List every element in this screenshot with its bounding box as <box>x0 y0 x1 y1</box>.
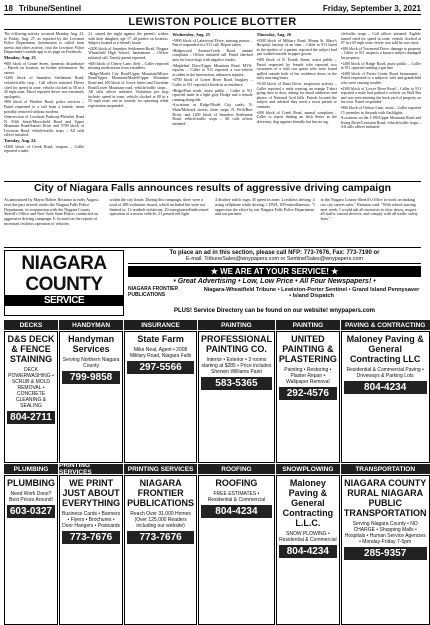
website-note: PLUS! Service Directory can be found on our website! wnypapers.com <box>173 308 376 314</box>
directory-ad <box>198 331 275 463</box>
directory-ad <box>4 475 58 625</box>
ad-phone: 804-4234 <box>201 505 272 518</box>
category-header: DECKS <box>4 320 58 330</box>
blotter-entry: •400 block of Cherry Lane, theft – Caller reported missing medications from a mailbox. <box>88 61 169 71</box>
category-header: SNOWPLOWING <box>276 464 340 474</box>
ad-business-name: NIAGARA COUNTY RURAL NIAGARA PUBLIC TRANSPORTATION <box>343 478 427 518</box>
ad-phone: 292-4576 <box>279 387 337 400</box>
ad-phone: 603-0327 <box>7 505 55 518</box>
directory-name-line: COUNTY <box>25 274 103 295</box>
ad-business-name: WE PRINT JUST ABOUT EVERYTHING <box>62 478 121 508</box>
ad-business-name: PROFESSIONAL PAINTING CO. <box>201 334 273 354</box>
blotter-entry: •800 block of Pletcher Road, police services – Patrol requested to a call from a female; items possibly removed without incident. <box>4 100 85 114</box>
directory-ad <box>4 331 58 463</box>
category-header: ROOFING <box>198 464 275 474</box>
blotter-entry: •4700 block of Lower River Road, burglary – Caller to 911 reported a break-in at residence. <box>172 78 253 87</box>
blotter-entry: •300 block of Townsend Drive, damage to property – Caller to 911 suspects a known subject damaged his property. <box>340 46 422 60</box>
directory-ad <box>124 475 197 625</box>
ad-business-name: UNITED PAINTING & PLASTERING <box>278 334 337 364</box>
category-header: PAVING & CONTRACTING <box>341 320 430 330</box>
ad-phone: 804-2711 <box>7 411 55 424</box>
service-tagline: • Great Advertising • Low, Low Price • All Four Newspapers! • <box>173 278 376 285</box>
directory-ad <box>198 475 275 625</box>
ad-phone: 773-7676 <box>127 531 194 544</box>
blotter-date: Thursday, Aug. 26 <box>256 32 292 37</box>
category-header: PRINTING SERVICES <box>59 464 123 474</box>
blotter-entry: •Ridge/Butt roads, assist public – Caller to 911 reported male in a light gray Dodge and a female running alongside. <box>172 88 253 102</box>
blotter-entry: 21, stayed the night against the parent's wishes with their daughter, age 17, all parties on location. Subject located at a friend's house. <box>88 32 169 46</box>
directory-ad <box>276 475 340 625</box>
story-headline: City of Niagara Falls announces results of aggressive driving campaign <box>33 182 392 194</box>
story-body <box>4 198 421 246</box>
paper-name: Tribune/Sentinel <box>18 4 82 13</box>
blotter-col-4 <box>257 32 337 180</box>
blotter-date: Monday, Aug. 23 <box>4 54 36 60</box>
blotter-col-2 <box>88 32 168 180</box>
story-col-3: 4 disobey traffic sign; 45 speed in zone; 2 reckless driving; 4 using cellphone while driving; 1 DWI; 109 miscellaneous. "I appreciate the effort by our Niagara Falls Police Department and our partners <box>215 197 315 217</box>
blotter-col-5 <box>341 32 421 180</box>
category-header: INSURANCE <box>124 320 197 330</box>
category-header: PLUMBING <box>4 464 58 474</box>
blotter-col-1 <box>4 32 84 180</box>
ad-phone: 799-9858 <box>62 371 120 384</box>
ad-details: Need Work Done? Best Prices Around! <box>9 491 53 503</box>
blotter-entry: •2200 block of Saunders Settlement Road, Niagara Wheatfield High School, harassment – Officer initiated call. Unruly parent reported. <box>88 46 169 60</box>
directory-ad <box>59 331 123 463</box>
blotter-entry: The following activity occurred Monday, Aug. 23, to Friday, Aug. 27, as reported by the Lewiston Police Department. Information is culled from arrests and other activity, visit the Lewiston Police Department's mobile app or its page on Facebook. <box>4 32 85 55</box>
ad-details: SNOW PLOWING • Residential & Commercial <box>279 531 337 543</box>
blotter-entry: •2200 block of Saunders Settlement Road, vehicle/traffic stop – Call officer initiated. Driver cited for speed in zone, vehicle clocked at 58 in a 45 mph zone. Patrol reported driver was extremely apologetic. <box>4 76 85 99</box>
category-header: HANDYMAN <box>59 320 123 330</box>
blotter-entry: •Mapleleaf Drive/Upper Mountain Road, MVA-injuries – Caller to 911 reported a two-vehicle accident in the intersection, unknown injuries. <box>172 63 253 77</box>
blotter-entry: •4300 block of Creek Road, trespass – Caller reported a male, <box>4 144 85 154</box>
ad-business-name: D&S DECK & FENCE STAINING <box>7 334 55 364</box>
blotter-entry: •200 block of Creek Road, animal complaint – Caller to report finding an Irish Setter in the driveway; dog appears friendly but has no tag. <box>256 110 337 124</box>
directory-name-line: NIAGARA <box>21 253 107 274</box>
blotter-entry: •Ridgewood Avenue/Creek Road, animal complaint – Officer initiated call. Patrol checked area for loose dogs with negative results. <box>172 48 253 62</box>
directory-info <box>128 250 421 316</box>
ad-email: E-mail: TribuneSales@wnypapers.com or SentinelSales@wnypapers.com <box>128 256 421 264</box>
ad-details: Business Cards • Banners • Flyers • Brochures • Door Hangers • Postcards <box>62 511 121 529</box>
directory-logo <box>4 250 124 316</box>
directory-ad <box>276 331 340 463</box>
blotter-date: Wednesday, Aug. 25 <box>172 32 210 37</box>
blotter-entry: •1400 block of Ridge Road, assist public – Caller to 911 reported striking a gas line. <box>340 61 422 71</box>
story-col-4: in the Niagara County Sheriff's Office to work on making our city streets safer," Restaino said. "With school starting next week, I would ask all motorists to slow down, respect all traffic control devices, and comply with all traffic safety laws." <box>320 197 418 222</box>
ad-details: Serving Niagara County • NO CHARGE • Shopping Malls • Hospitals • Human Service Agencies • Monday-Friday 7-5pm <box>344 521 426 545</box>
ad-business-name: Maloney Paving & General Contracting LLC <box>346 334 424 364</box>
category-header: PRINTING SERVICES <box>124 464 197 474</box>
directory-grid <box>4 320 427 622</box>
blotter-entry: •4300 block of Lower River Road – Caller to 911 reported a male had parked a vehicle on Wall Bar and was seen entering the back yard of property on his own. Patrol responded. <box>340 86 422 105</box>
ad-phone: 804-4234 <box>279 545 337 558</box>
ad-details: Painting • Restoring • Plaster Repair • Wallpaper Removal <box>284 367 332 385</box>
ad-phone: 297-5566 <box>127 361 194 374</box>
issue-date: Friday, September 3, 2021 <box>322 4 421 13</box>
blotter-entry: •300 block of N. Fourth Street, assist public – Patrol requested by female who reported two customers of a chili con queso who were found spilled outside both of her residence doors in the early morning hours. <box>256 57 337 81</box>
publisher-name: NIAGARA FRONTIER PUBLICATIONS <box>128 286 179 298</box>
ad-business-name: ROOFING <box>215 478 258 488</box>
ad-contact: To place an ad in this section, please call NFP: 773-7676, Fax: 773-7190 or <box>169 250 380 256</box>
ad-business-name: Maloney Paving & General Contracting L.L.C. <box>282 478 334 528</box>
ad-business-name: NIAGARA FRONTIER PUBLICATIONS <box>127 478 195 508</box>
ad-phone: 773-7676 <box>62 531 120 544</box>
ad-details: Residential & Commercial Paving • Driveways & Parking Lots <box>346 367 424 379</box>
ad-business-name: PLUMBING <box>7 478 55 488</box>
blotter-title: LEWISTON POLICE BLOTTER <box>4 16 421 30</box>
blotter-entry: •5100 block of Dana Drive, suspicious activity – Caller reported a male wearing an orange T-shirt going door to door, asking for email addresses and photos of National Grid bills. Patrols located the subject and advised they need a town permit to continue. <box>256 81 337 109</box>
ad-details: DECK POWERWASHING • SCRUB & MOLD REMOVAL • CONCRETE CLEANING & SEALING <box>8 367 54 409</box>
ad-details: Reach Over 31,000 Homes (Over 125,000 Readers including our website) <box>130 511 191 529</box>
blotter-entry: •5900 block of Lakewood Drive, missing person – Patrol responded to a 911 call. Report taken. <box>172 38 253 48</box>
blotter-entry: •800 block of Center Street, domestic disturbance – Patrols on location, no further information. No arrests. <box>4 61 85 75</box>
directory-ad <box>341 475 430 625</box>
page-number: 18 <box>4 4 13 13</box>
story-col-1: As announced by Mayor Robert Restaino in early August, over the past several weeks the Niagara Falls Police Department, in conjunction with the Niagara County Sheriff's Office and New York State Police, conducted an aggressive driving campaign. It focused on the reports of increased reckless operation of vehicles <box>4 197 99 226</box>
ad-details: FREE ESTIMATES • Residential & Commercial <box>207 491 266 503</box>
blotter-entry: •Intersection of Lewiston Parkway/Plettcher Road N. Fifth Street/Moorsfield Road and Upper Mountain Road/Sunset Drive and 5700 block of Lewiston Road, vehicle/traffic stops – All calls officer initiated. <box>4 115 85 138</box>
directory-ad <box>341 331 430 463</box>
ad-phone: 583-5365 <box>201 377 272 390</box>
blotter-entry: •Locations at Ridge/Model City roads; N. Main/Mohawk streets, three stops; N. Fifth/Burt Drive; and 1200 block of Saunders Settlement Road, vehicle/traffic stops – All calls officer initiated. <box>172 103 253 126</box>
ad-details: Interior • Exterior • 3 rooms starting at $285 • Price includes Sherwin Williams Paint <box>201 357 272 375</box>
ad-details: Mike Neal, Agent • 2008 Military Road, Niagara Falls <box>129 347 192 359</box>
blotter-entry: •Locations on the I-190/Upper Mountain Road and Irving Drive/Lewiston Road, vehicle/traffic stops – All calls officer initiated. <box>340 116 422 130</box>
blotter-date: Tuesday, Aug. 24 <box>4 138 36 144</box>
blotter-entry: •3300 block of Military Road, Mount St. Mary's Hospital, larceny of an item – Caller to 911 listed as the mother of a patient reported the subject had just walked outside in paper gowns. <box>256 38 337 57</box>
category-header: TRANSPORTATION <box>341 464 430 474</box>
blotter-entry: •900 block of Oxbow Lane, assist – Caller reported 15 juveniles in the park with flashlights. <box>340 105 422 115</box>
ad-phone: 804-4234 <box>344 381 427 394</box>
divider <box>4 247 421 248</box>
ad-details: Serving Northern Niagara County <box>62 357 120 369</box>
ad-phone: 285-9357 <box>344 547 427 560</box>
story-col-2: within the city limits. During this campaign, there were a total of 288 violations issued, which included but were not limited to: 12 seatbelt violations; 20 unregistered/unlicensed operation of a motor vehicle; 21 passed red light <box>109 197 209 217</box>
category-header: PAINTING <box>198 320 275 330</box>
blotter-entry: •4400 block of Porter Center Road, harassment – Patrol requested to a subject's wife and grandchild who were causing trouble. <box>340 71 422 85</box>
publication-list: Niagara-Wheatfield Tribune • Lewiston-Porter Sentinel • Grand Island Pennysaver • Island Dispatch <box>203 287 420 300</box>
category-header: PAINTING <box>276 320 340 330</box>
blotter-entry: •Ridge/Model City Road/Upper Mountain/Moyer Road/Upper Mountain/Model/Upper Mountain Road and 100 block of Grove Street and Townline Road/Lower Mountain road, vehicle/traffic stops – All calls officer initiated. Violations per stop include: speed in zone, vehicle clocked at 80 in a 55 mph zone; one in custody for operating while registration suspended. <box>88 71 169 108</box>
service-slogan: ★ WE ARE AT YOUR SERVICE! ★ <box>128 266 421 277</box>
directory-ad <box>59 475 123 625</box>
ad-business-name: Handyman Services <box>68 334 115 354</box>
blotter-col-3 <box>172 32 252 180</box>
directory-ad <box>124 331 197 463</box>
blotter-entry: cle/traffic stops – Call officer initiated. Eighth-turned cited for speed in zone; vehicle clocked at 97 in a 65 mph zone; driver was told he was cited. <box>340 32 422 46</box>
directory-name-line: SERVICE <box>5 295 123 306</box>
blotter-columns <box>4 32 421 180</box>
ad-business-name: State Farm <box>137 334 184 344</box>
page-header <box>4 3 421 15</box>
